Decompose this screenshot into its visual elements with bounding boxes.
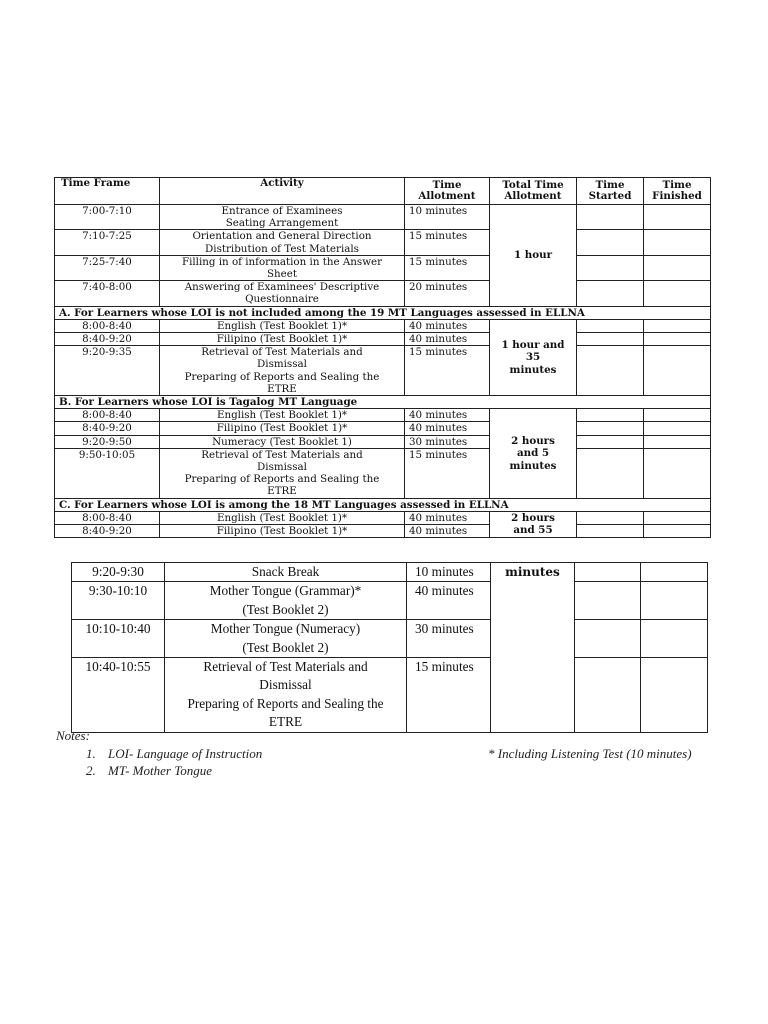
table-row <box>72 658 708 733</box>
time-allotment-cell: 15 minutes <box>405 448 490 498</box>
table-row <box>55 448 711 498</box>
activity-cell: Numeracy (Test Booklet 1) <box>160 435 405 448</box>
time-started-cell <box>577 448 644 498</box>
activity-cell: Filling in of information in the Answer Sheet <box>160 255 405 280</box>
total-time-cell: 2 hours and 55 <box>490 511 577 537</box>
time-finished-cell <box>644 281 711 306</box>
time-finished-cell <box>644 319 711 332</box>
footnote: * Including Listening Test (10 minutes) <box>488 746 692 761</box>
time-allotment-cell: 40 minutes <box>405 511 490 524</box>
activity-cell: Answering of Examinees' Descriptive Questionnaire <box>160 281 405 306</box>
section-b-row <box>55 396 711 409</box>
table-row <box>55 422 711 435</box>
table-row <box>55 319 711 332</box>
time-started-cell <box>577 281 644 306</box>
note-item <box>86 763 212 779</box>
activity-cell: Filipino (Test Booklet 1)* <box>160 333 405 346</box>
time-allotment-cell: 30 minutes <box>405 435 490 448</box>
time-allotment-cell: 40 minutes <box>405 422 490 435</box>
time-frame-cell: 7:25-7:40 <box>55 255 160 280</box>
activity-cell: Snack Break <box>165 563 407 582</box>
time-allotment-cell: 40 minutes <box>405 525 490 538</box>
table-header-row <box>55 178 711 205</box>
activity-cell: Retrieval of Test Materials and Dismissal Preparing of Reports and Sealing the ETRE <box>160 346 405 396</box>
time-frame-cell: 8:00-8:40 <box>55 319 160 332</box>
time-started-cell <box>577 255 644 280</box>
table-row <box>55 333 711 346</box>
time-finished-cell <box>644 255 711 280</box>
time-finished-cell <box>641 620 708 658</box>
table-row <box>55 409 711 422</box>
activity-cell: English (Test Booklet 1)* <box>160 511 405 524</box>
section-a-row <box>55 306 711 319</box>
table-row <box>72 582 708 620</box>
time-finished-cell <box>644 409 711 422</box>
activity-cell: Filipino (Test Booklet 1)* <box>160 422 405 435</box>
activity-cell: English (Test Booklet 1)* <box>160 409 405 422</box>
time-finished-cell <box>641 658 708 733</box>
time-allotment-cell: 15 minutes <box>405 346 490 396</box>
section-a-heading: A. For Learners whose LOI is not included among the 19 MT Languages assessed in ELLNA <box>55 306 711 319</box>
time-frame-cell: 9:20-9:35 <box>55 346 160 396</box>
activity-cell: Retrieval of Test Materials and Dismissal Preparing of Reports and Sealing the ETRE <box>165 658 407 733</box>
time-finished-cell <box>644 525 711 538</box>
time-frame-cell: 8:00-8:40 <box>55 409 160 422</box>
table-row <box>55 230 711 255</box>
time-frame-cell: 9:20-9:50 <box>55 435 160 448</box>
time-started-cell <box>577 409 644 422</box>
time-allotment-cell: 40 minutes <box>405 409 490 422</box>
time-frame-cell: 9:30-10:10 <box>72 582 165 620</box>
table-row <box>55 205 711 230</box>
time-frame-cell: 10:40-10:55 <box>72 658 165 733</box>
note-number: 1. <box>86 746 96 761</box>
time-finished-cell <box>644 435 711 448</box>
table-row <box>72 620 708 658</box>
time-allotment-cell: 15 minutes <box>405 255 490 280</box>
time-started-cell <box>577 422 644 435</box>
section-b-heading: B. For Learners whose LOI is Tagalog MT Language <box>55 396 711 409</box>
time-finished-cell <box>644 230 711 255</box>
time-allotment-cell: 40 minutes <box>407 582 491 620</box>
time-allotment-cell: 15 minutes <box>407 658 491 733</box>
header-activity: Activity <box>160 178 405 205</box>
schedule-table <box>54 177 711 538</box>
notes-title: Notes: <box>56 728 90 743</box>
time-frame-cell: 10:10-10:40 <box>72 620 165 658</box>
time-finished-cell <box>644 422 711 435</box>
time-frame-cell: 7:40-8:00 <box>55 281 160 306</box>
time-started-cell <box>575 563 641 582</box>
time-started-cell <box>577 319 644 332</box>
note-text: MT- Mother Tongue <box>108 763 212 778</box>
header-time-allotment: Time Allotment <box>405 178 490 205</box>
activity-cell: Mother Tongue (Grammar)* (Test Booklet 2) <box>165 582 407 620</box>
table-row <box>55 511 711 524</box>
time-allotment-cell: 30 minutes <box>407 620 491 658</box>
time-frame-cell: 9:20-9:30 <box>72 563 165 582</box>
time-started-cell <box>577 333 644 346</box>
time-allotment-cell: 10 minutes <box>405 205 490 230</box>
header-total-time-allotment: Total Time Allotment <box>490 178 577 205</box>
note-item <box>86 746 262 762</box>
time-finished-cell <box>644 346 711 396</box>
time-allotment-cell: 10 minutes <box>407 563 491 582</box>
total-time-cell: 1 hour <box>490 205 577 307</box>
total-time-cell: minutes <box>491 563 575 733</box>
time-allotment-cell: 40 minutes <box>405 333 490 346</box>
table-row <box>72 563 708 582</box>
table-row <box>55 346 711 396</box>
table-row <box>55 281 711 306</box>
time-frame-cell: 8:40-9:20 <box>55 525 160 538</box>
time-started-cell <box>577 435 644 448</box>
time-started-cell <box>577 205 644 230</box>
time-frame-cell: 8:40-9:20 <box>55 422 160 435</box>
time-frame-cell: 8:00-8:40 <box>55 511 160 524</box>
table-row <box>55 435 711 448</box>
time-started-cell <box>577 346 644 396</box>
time-frame-cell: 7:10-7:25 <box>55 230 160 255</box>
schedule-table-continued <box>71 562 708 733</box>
time-allotment-cell: 15 minutes <box>405 230 490 255</box>
activity-cell: English (Test Booklet 1)* <box>160 319 405 332</box>
note-text: LOI- Language of Instruction <box>108 746 263 761</box>
note-number: 2. <box>86 763 96 778</box>
total-time-cell: 2 hours and 5 minutes <box>490 409 577 498</box>
header-time-frame: Time Frame <box>55 178 160 205</box>
time-allotment-cell: 40 minutes <box>405 319 490 332</box>
activity-cell: Orientation and General Direction Distribution of Test Materials <box>160 230 405 255</box>
time-finished-cell <box>644 448 711 498</box>
table-row <box>55 255 711 280</box>
table-row <box>55 525 711 538</box>
activity-cell: Mother Tongue (Numeracy) (Test Booklet 2) <box>165 620 407 658</box>
section-c-heading: C. For Learners whose LOI is among the 18 MT Languages assessed in ELLNA <box>55 498 711 511</box>
time-allotment-cell: 20 minutes <box>405 281 490 306</box>
time-started-cell <box>575 658 641 733</box>
time-finished-cell <box>641 582 708 620</box>
section-c-row <box>55 498 711 511</box>
time-finished-cell <box>644 511 711 524</box>
time-frame-cell: 7:00-7:10 <box>55 205 160 230</box>
activity-cell: Filipino (Test Booklet 1)* <box>160 525 405 538</box>
time-started-cell <box>577 511 644 524</box>
time-started-cell <box>577 230 644 255</box>
time-frame-cell: 9:50-10:05 <box>55 448 160 498</box>
time-frame-cell: 8:40-9:20 <box>55 333 160 346</box>
header-time-finished: Time Finished <box>644 178 711 205</box>
activity-cell: Retrieval of Test Materials and Dismissal Preparing of Reports and Sealing the ETRE <box>160 448 405 498</box>
time-started-cell <box>577 525 644 538</box>
header-time-started: Time Started <box>577 178 644 205</box>
activity-cell: Entrance of Examinees Seating Arrangement <box>160 205 405 230</box>
time-finished-cell <box>641 563 708 582</box>
time-started-cell <box>575 582 641 620</box>
time-finished-cell <box>644 333 711 346</box>
time-started-cell <box>575 620 641 658</box>
total-time-cell: 1 hour and 35 minutes <box>490 319 577 395</box>
time-finished-cell <box>644 205 711 230</box>
